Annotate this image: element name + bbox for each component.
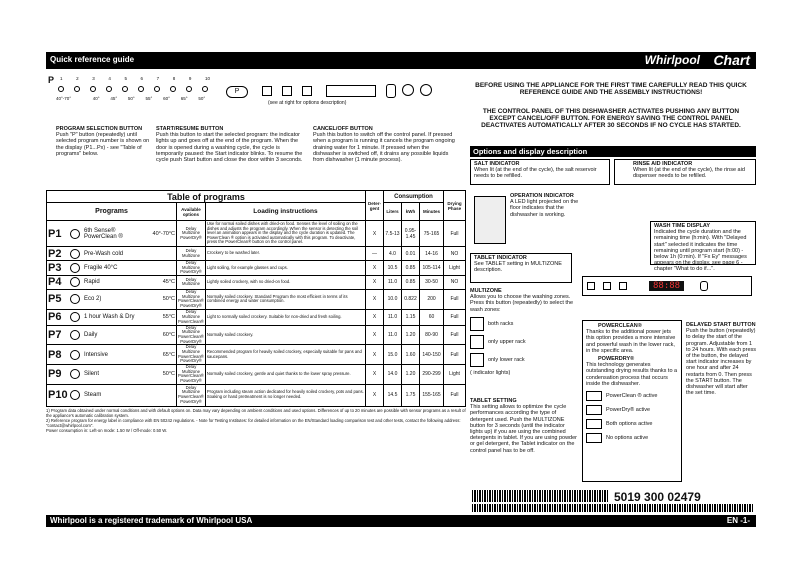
h-detergent: Deter-gent [366,191,384,221]
program-number: P10 [48,389,68,402]
rinse-title: RINSE AID INDICATOR [633,161,693,167]
delay-icon [700,281,708,291]
loading-instructions: Lightly soiled crockery, with no dried-on food. [205,275,365,289]
start-resume-box [156,126,306,163]
powerclean-icon [603,282,611,290]
rinse-aid-box [614,159,756,185]
panel-closeup [582,276,752,296]
upper-rack-icon [470,335,484,349]
table-row [47,261,466,276]
kwh: 1.20 [402,365,420,384]
detergent: X [366,384,384,406]
table-title: Table of programs [47,191,366,203]
program-icon [70,312,80,322]
program-number: P8 [48,348,62,361]
program-number: 9 [188,76,192,81]
liters: 11.0 [384,325,402,344]
salt-text: When lit (at the end of the cycle), the salt reservoir needs to be refilled. [474,167,597,180]
indicator-lights: ( indicator lights) [470,369,511,376]
program-number: P3 [48,261,62,274]
liters: 4.0 [384,247,402,261]
drying-phase: Full [444,325,466,344]
kwh: 0.85 [402,261,420,276]
detergent: — [366,247,384,261]
washtime-text: Indicated the cycle duration and the remaining time (h:min). With "Delayed start" selected it indicates the time remaining until program start (h:00) - below 1h (0:min). If "Fx Ey" messages appears on the display, see page 6 - chapter "What to do if...". [654,229,747,273]
program-number: P1 [48,227,62,240]
minutes: 155-165 [420,384,444,406]
loading-instructions: Normally soiled crockery. [205,325,365,344]
option-legend-item [586,419,678,429]
available-options: Delay Multizone PowerClean® PowerDry® [177,384,206,406]
salt-indicator-box [470,159,610,185]
control-panel-diagram [46,72,456,124]
legend-icon [586,405,602,415]
kwh: 0.822 [402,289,420,309]
brand-logo: Whirlpool [644,53,700,67]
available-options: Delay Multizone PowerClean® PowerDry® [178,364,204,383]
options-section-title: Options and display description [470,146,756,157]
liters: 11.0 [384,275,402,289]
loading-instructions: Crockery to be washed later. [205,247,365,261]
warning-first-use: BEFORE USING THE APPLIANCE FOR THE FIRST TIME CAREFULLY READ THIS QUICK REFERENCE GUIDE AND THE ASSEMBLY INSTRUCTIONS! [475,82,747,96]
program-selection-text: Push "P" button (repeatedly) until selected program number is shown on the display (P1...Px) - see "Table of programs" below. [56,132,150,157]
note-1: 1) Program data obtained under normal conditions and with default options on. Data may vary depending on ambient conditions and used options. Differences of up to 20 minutes are possible with sensor programs as a result of the appliance's automatic calibration system. [46,407,466,418]
program-temp: 45°C [162,279,175,286]
h-loading: Loading instructions [205,203,365,221]
drying-phase: Full [444,221,466,247]
salt-title: SALT INDICATOR [474,161,520,167]
available-options: Delay Multizone PowerDry® [177,221,206,247]
footer-bar [46,515,756,527]
powerclean-title: POWERCLEAN® [598,323,642,329]
program-number: P7 [48,328,62,341]
operation-indicator [510,193,584,218]
kwh: 0.95-1.45 [402,221,420,247]
program-name: Pre-Wash cold [84,250,124,257]
program-temp: 40°-70°C [152,230,175,237]
loading-instructions: Recommended program for heavily soiled crockery, especially suitable for pans and saucepans. [205,345,365,365]
program-number: P5 [48,293,62,306]
tablet-ind-text: See TABLET setting in MULTIZONE description. [474,261,562,274]
liters: 11.0 [384,309,402,325]
program-temp: 45° [110,96,118,101]
available-options: Delay Multizone [177,247,206,261]
start-resume-title: START/RESUME BUTTON [156,126,224,132]
program-temp: 50° [127,96,135,101]
program-temp: 50°C [162,371,175,378]
cancel-off-title: CANCEL/OFF BUTTON [313,126,373,132]
detergent: X [366,325,384,344]
h-available: Available options [177,203,206,221]
program-icons [58,86,208,92]
h-liters: Liters [384,203,402,221]
liters: 7.5-13 [384,221,402,247]
barcode-bottom [472,504,754,512]
program-icon [70,294,80,304]
kwh: 1.75 [402,384,420,406]
available-options: Delay Multizone PowerClean® [178,309,204,324]
program-number: 4 [108,76,111,81]
multizone-box [470,288,578,376]
table-row [47,247,466,261]
program-number: 3 [92,76,95,81]
tablet-title: TABLET SETTING [470,398,517,404]
program-name: 6th Sense® PowerClean ® [84,227,123,240]
program-icon [70,369,80,379]
available-options: Delay Multizone [177,275,206,289]
chart-label: Chart [713,52,750,68]
liters: 14.5 [384,384,402,406]
available-options: Delay Multizone PowerDry® [177,261,206,276]
tablet-setting-box [470,398,578,454]
program-temp: 40°-70° [56,96,72,101]
program-temp: 40° [92,96,100,101]
delayed-title: DELAYED START BUTTON [686,322,756,328]
available-options: Delay Multizone PowerClean® PowerDry® [178,344,204,364]
h-consumption: Consumption [384,191,444,203]
header-title: Quick reference guide [50,55,135,64]
program-temp: 55°C [162,314,175,321]
operation-title: OPERATION INDICATOR [510,193,574,199]
powerdry-icon [619,282,627,290]
minutes: 80-90 [420,325,444,344]
minutes: 60 [420,309,444,325]
legend-label: Both options active [606,420,653,427]
legend-label: No options active [606,434,649,441]
program-number: P2 [48,247,62,260]
table-row [47,275,466,289]
h-kwh: kWh [402,203,420,221]
legend-icon [586,433,602,443]
liters: 14.0 [384,365,402,384]
minutes: 75-165 [420,221,444,247]
drying-phase: Full [444,384,466,406]
table-row [47,289,466,309]
program-name: Daily [84,331,98,338]
program-icon [70,277,80,287]
delayed-start-box [686,322,756,396]
h-programs: Programs [47,203,177,221]
program-temps [56,96,216,101]
wash-time-box [650,221,756,273]
multizone-icon [587,282,595,290]
program-table [46,190,466,433]
program-selection-title: PROGRAM SELECTION BUTTON [56,126,143,132]
program-temp: 65° [180,96,188,101]
program-selection-box [56,126,150,157]
operation-text: A LED light projected on the floor indicates that the dishwasher is working. [510,199,579,218]
p-label: P [48,75,55,85]
kwh: 1.60 [402,345,420,365]
available-options: Delay Multizone PowerClean® PowerDry® [178,324,204,344]
powerdry-icon [302,86,312,96]
multizone-text: Allows you to choose the washing zones. Press this button (repeatedly) to select the wash zones: [470,294,574,313]
drying-phase: Full [444,289,466,309]
note-2: 2) Reference program for energy label in compliance with EN 50242 regulations. - Note for Testing Institutes: for detailed information on the EN/Standard loading comparison test and other tests, contact the following address: "contact@whirlpool.com". [46,417,461,428]
table-row [47,345,466,365]
minutes: 105-114 [420,261,444,276]
detergent: X [366,221,384,247]
product-code: 5019 300 02479 [614,490,701,504]
drying-phase: NO [444,275,466,289]
detergent: X [366,309,384,325]
legend-icon [586,391,602,401]
program-icon [70,330,80,340]
program-icon [70,263,80,273]
dishwasher-icon [474,196,506,244]
program-icon [70,249,80,259]
start-button[interactable] [402,84,414,96]
drying-phase: Light [444,261,466,276]
program-name: Fragile 40°C [84,264,118,271]
loading-instructions: Program including steam action dedicated for heavily soiled crockery, pots and pans. Soaking or hand pretreatment is no longer needed. [205,384,365,406]
program-temp: 50°C [162,296,175,303]
program-number: 5 [124,76,127,81]
program-icon [70,390,80,400]
program-name: Eco 2) [84,296,102,303]
option-legend-item [586,433,678,443]
powerdry-text: This technology generates outstanding drying results thanks to a condensation process that occurs inside the dishwasher. [586,362,678,387]
table-row [47,309,466,325]
detergent: X [366,365,384,384]
cancel-off-text: Push this button to switch off the control panel. If pressed when a program is running it cancels the program ongoing draining water for 1 minute. If pressed when the dishwasher is switched off, it drains any possible liquids from dishwasher (1 minute process). [313,132,455,164]
program-temp: 55° [145,96,153,101]
program-number: P9 [48,368,62,381]
program-name: Steam [84,392,102,399]
options-note: (see at right for options description) [268,100,347,106]
program-number: 7 [156,76,160,81]
program-temp: 60° [163,96,170,101]
minutes: 200 [420,289,444,309]
program-number: 2 [76,76,79,81]
multizone-title: MULTIZONE [470,288,502,294]
delay-button[interactable] [386,84,396,98]
legend-label: PowerClean ® active [606,392,658,399]
minutes: 290-299 [420,365,444,384]
drying-phase: Full [444,345,466,365]
detergent: X [366,261,384,276]
h-minutes: Minutes [420,203,444,221]
table-row [47,325,466,344]
powerclean-icon [282,86,292,96]
kwh: 0.85 [402,275,420,289]
program-temp: 65°C [162,351,175,358]
detergent: X [366,345,384,365]
lower-rack-icon [470,353,484,367]
delayed-text: Push the button (repeatedly) to delay the start of the program. Adjustable from 1 to 24 hours. With each press of the button, the delayed start indicator increases by one hour and after 24 restarts from 0. Then press the START button. The dishwasher will start after the set time. [686,328,757,397]
program-icon [70,350,80,360]
minutes: 14-16 [420,247,444,261]
kwh: 0.01 [402,247,420,261]
program-number: 1 [60,76,63,81]
option-legend-item [586,391,678,401]
loading-instructions: Normally soiled crockery. Standard Program the most efficient in terms of its combined energy and water consumption. [205,289,365,309]
loading-instructions: Use for normal soiled dishes with dried-on food. Senses the level of soiling on the dishes and adjusts the program accordingly. When the sensor is detecting the soil level an animation appears in the display and the cycle duration is updated. The PowerClean ® option is activated automatically with this program. To deactivate, press the PowerClean® button on the control panel. [205,221,365,247]
display-sample: 88:88 [649,281,684,291]
detergent: X [366,275,384,289]
loading-instructions: Normally soiled crockery, gentle and quiet thanks to the lower spray pressure. [205,365,365,384]
multizone-icon [262,86,272,96]
program-number: P6 [48,311,62,324]
header-bar [46,52,756,69]
minutes: 140-150 [420,345,444,365]
loading-instructions: Light soiling, for example glasses and cups. [205,261,365,276]
rinse-text: When lit (at the end of the cycle), the rinse aid dispenser needs to be refilled. [633,167,745,180]
washtime-title: WASH TIME DISPLAY [654,223,711,229]
program-name: Intensive [84,351,109,358]
table-row [47,221,466,247]
program-number: 8 [172,76,176,81]
lower-rack: only lower rack [488,356,525,363]
program-number: P4 [48,276,62,289]
program-temp: 60°C [162,331,175,338]
program-temp: 50° [198,96,206,101]
legend-icon [586,419,602,429]
barcode-top [472,490,608,502]
liters: 10.0 [384,289,402,309]
powerclean-text: Thanks to the additional power jets this option provides a more intensive and powerful wash in the lower rack, in the specific area. [586,329,676,354]
cancel-off-button[interactable] [420,84,432,96]
tablet-ind-title: TABLET INDICATOR [474,255,527,261]
h-drying: Drying Phase [444,191,466,221]
available-options: Delay Multizone PowerClean® PowerDry® [178,289,204,308]
option-legend-item [586,405,678,415]
both-racks-icon [470,317,484,331]
program-number: 10 [204,76,210,81]
table-row [47,365,466,384]
program-name: Rapid [84,279,100,286]
both-racks: both racks [488,320,514,327]
program-number: 6 [140,76,144,81]
start-resume-text: Push this button to start the selected program: the indicator lights up and goes off at the end of the program. When the door is opened during a washing cycle, the cycle is temporarily paused: the Start indicator blinks. To resume the cycle push Start button and close the door within 3 seconds. [156,132,303,164]
drying-phase: Light [444,365,466,384]
trademark-text: Whirlpool is a registered trademark of Whirlpool USA [50,516,253,525]
warning-control-panel: THE CONTROL PANEL OF THIS DISHWASHER ACTIVATES PUSHING ANY BUTTON EXCEPT CANCEL/OFF BUTTON. FOR ENERGY SAVING THE CONTROL PANEL DEACTIVATES AUTOMATICALLY AFTER 30 SECONDS IF NO CYCLE HAS STARTED. [481,108,741,129]
kwh: 1.15 [402,309,420,325]
program-name: 1 hour Wash & Dry [84,314,135,321]
p-button[interactable]: P [226,86,248,98]
liters: 10.5 [384,261,402,276]
kwh: 1.20 [402,325,420,344]
liters: 15.0 [384,345,402,365]
note-3: Power consumption in: Left-on mode: 1.50 W / Off-mode: 0.50 W. [46,427,168,433]
detergent: X [366,289,384,309]
page-number: EN -1- [726,516,750,525]
tablet-text: This setting allows to optimize the cycle performances according the type of detergent used. Push the MULTIZONE button for 3 seconds (until the indicator lights up) if you are using the combined detergents in tablet. If you are using powder or gel detergent, the Tablet indicator on the control panel has to be off. [470,404,578,454]
powerdry-title: POWERDRY® [598,356,635,363]
tablet-indicator-box [470,253,572,283]
power-options-box [582,320,682,482]
legend-label: PowerDry® active [606,406,651,413]
upper-rack: only upper rack [488,338,526,345]
drying-phase: NO [444,247,466,261]
program-icon [70,229,80,239]
minutes: 30-50 [420,275,444,289]
table-row [47,384,466,406]
program-numbers [60,76,210,81]
cancel-off-box [313,126,456,163]
panel-display [326,85,376,97]
program-name: Silent [84,371,100,378]
loading-instructions: Light to normally soiled crockery. Suitable for non-dried and fresh soiling. [205,309,365,325]
drying-phase: Full [444,309,466,325]
